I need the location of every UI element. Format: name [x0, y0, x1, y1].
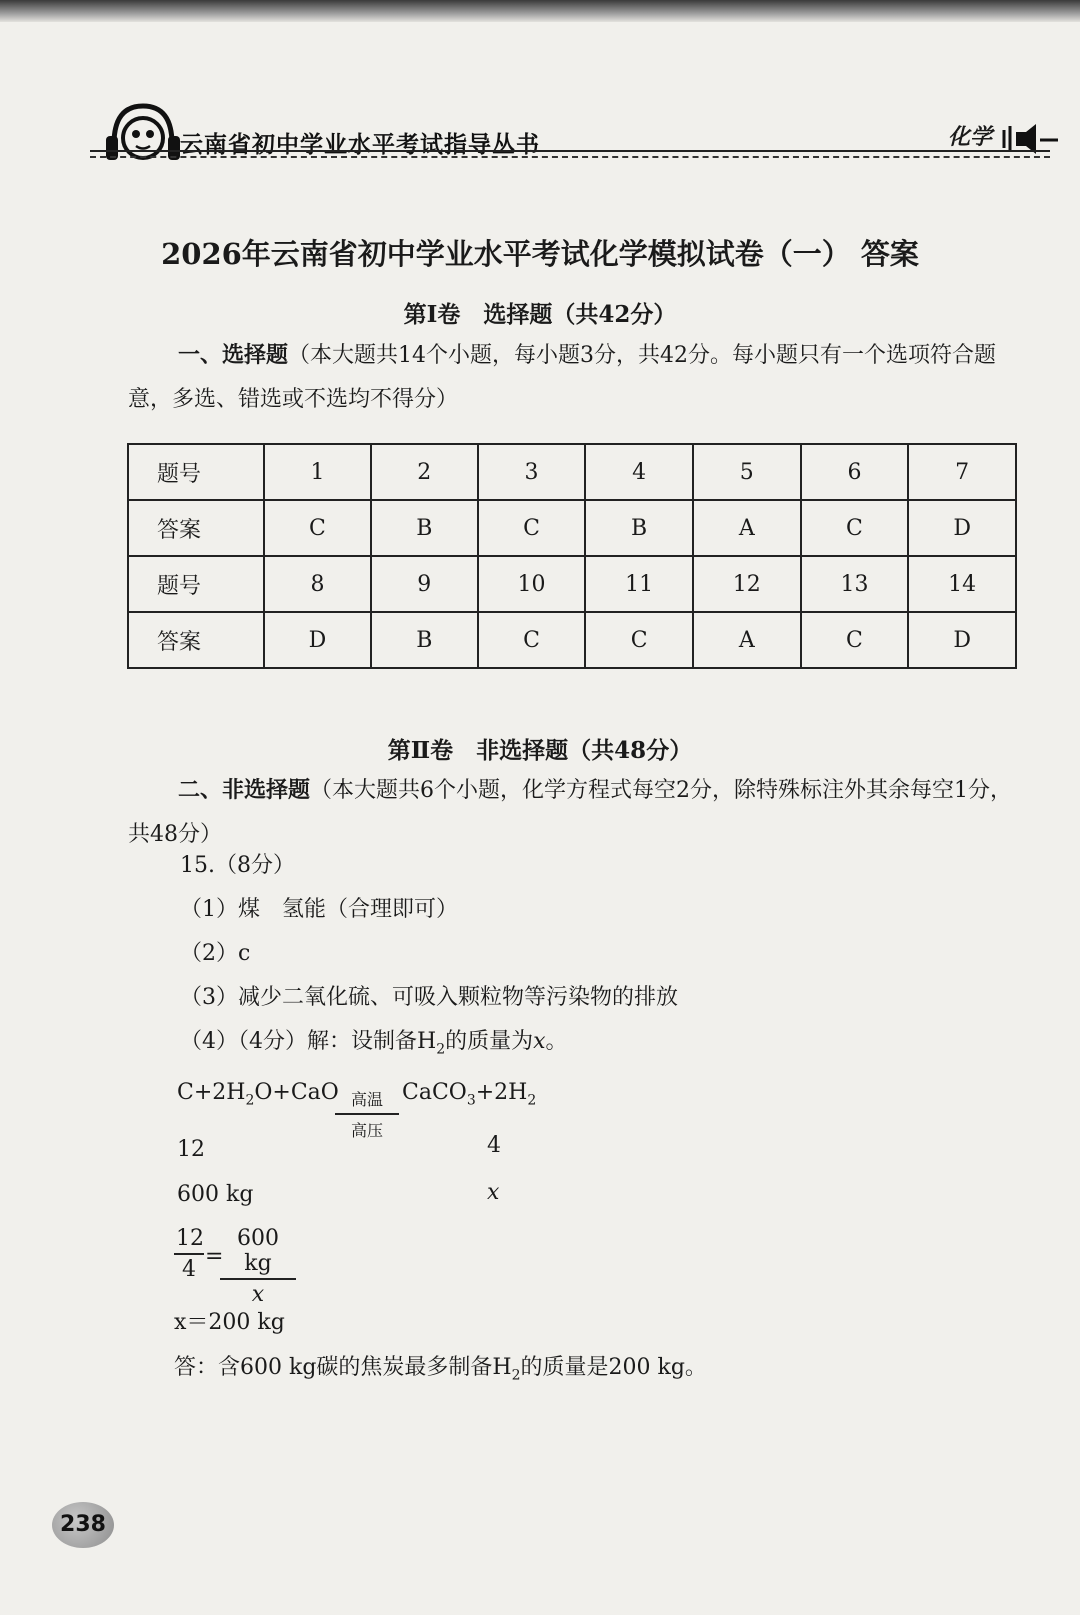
table-cell: 7 [908, 444, 1016, 500]
table-cell: C [264, 500, 371, 556]
table-cell: B [371, 500, 478, 556]
equation-left [177, 1080, 339, 1108]
part2-instructions-text: （本大题共6个小题，化学方程式每空2分，除特殊标注外其余每空1分，共48分） [128, 778, 1013, 847]
part1-title: 第Ⅰ卷 选择题（共42分） [403, 301, 677, 328]
fraction-2 [220, 1226, 296, 1307]
q15-a4-suffix: 的质量为 [445, 1029, 534, 1054]
q15-answer-2: （2）c [180, 941, 251, 966]
table-cell: 1 [264, 444, 371, 500]
table-cell: 11 [585, 556, 693, 612]
answer-table [127, 443, 1017, 669]
answer-label: 答案 [128, 612, 264, 668]
unknown-mass-h2: x [487, 1180, 500, 1205]
question-label: 题号 [128, 556, 264, 612]
q15-answer-1: （1）煤 氢能（合理即可） [180, 897, 458, 922]
table-cell: 6 [801, 444, 909, 500]
table-row [128, 500, 1016, 556]
table-row [128, 444, 1016, 500]
table-cell: 3 [478, 444, 586, 500]
header-dashed-rule [90, 156, 1050, 158]
table-cell: 12 [693, 556, 801, 612]
subscript: 2 [511, 1367, 521, 1384]
table-cell: D [908, 612, 1016, 668]
table-cell: 2 [371, 444, 478, 500]
table-cell: B [371, 612, 478, 668]
part2-instructions [128, 768, 1018, 857]
subscript: 3 [466, 1092, 476, 1109]
document-title: 2026年云南省初中学业水平考试化学模拟试卷（一） 答案 [161, 237, 919, 271]
scan-top-edge [0, 0, 1080, 22]
q15-answer-3: （3）减少二氧化硫、可吸入颗粒物等污染物的排放 [180, 985, 678, 1010]
condition-bottom: 高压 [350, 1121, 383, 1140]
series-title: 云南省初中学业水平考试指导丛书 [180, 132, 540, 158]
eq-part: +2H [475, 1080, 528, 1105]
part1-section-heading: 一、选择题 [178, 342, 289, 368]
table-cell: B [585, 500, 693, 556]
subscript: 2 [245, 1092, 255, 1109]
fraction-1 [174, 1226, 204, 1282]
part2-section-heading: 二、非选择题 [178, 777, 311, 803]
page-number: 238 [52, 1502, 114, 1548]
table-cell: C [585, 612, 693, 668]
table-cell: 13 [801, 556, 909, 612]
fraction-numerator: 600 kg [237, 1226, 279, 1276]
equals-sign: = [205, 1244, 224, 1269]
q15-a4-end: 。 [545, 1029, 568, 1054]
table-cell: A [693, 612, 801, 668]
table-cell: 8 [264, 556, 371, 612]
result-line: x＝200 kg [174, 1310, 285, 1335]
page-header [0, 90, 1080, 170]
table-cell: D [908, 500, 1016, 556]
conclusion-line [174, 1350, 707, 1383]
subscript: 2 [436, 1041, 446, 1058]
table-cell: C [801, 612, 909, 668]
table-cell: 9 [371, 556, 478, 612]
table-row [128, 556, 1016, 612]
conclusion-prefix: 答：含600 kg碳的焦炭最多制备H [174, 1355, 512, 1380]
known-mass-c: 600 kg [177, 1182, 254, 1207]
answer-label: 答案 [128, 500, 264, 556]
table-cell: D [264, 612, 371, 668]
equation-right [402, 1080, 536, 1108]
q15-answer-4 [180, 1024, 568, 1057]
table-cell: 10 [478, 556, 586, 612]
condition-top: 高温 [350, 1090, 383, 1109]
reaction-arrow-bar [335, 1113, 399, 1115]
subscript: 2 [527, 1092, 537, 1109]
table-cell: C [478, 500, 586, 556]
relative-mass-c: 12 [177, 1137, 205, 1162]
question-label: 题号 [128, 444, 264, 500]
fraction-denominator: x [251, 1282, 265, 1307]
table-cell: 14 [908, 556, 1016, 612]
table-cell: 4 [585, 444, 693, 500]
fraction-denominator: 4 [182, 1257, 196, 1282]
q15-header: 15.（8分） [180, 853, 295, 878]
table-row [128, 612, 1016, 668]
table-cell: A [693, 500, 801, 556]
eq-part: C+2H [177, 1080, 246, 1105]
q15-a4-prefix: （4）（4分）解：设制备H [180, 1029, 437, 1054]
header-rule [90, 150, 1050, 152]
eq-part: CaCO [402, 1080, 467, 1105]
fraction-numerator: 12 [176, 1226, 204, 1251]
table-cell: C [801, 500, 909, 556]
part1-instructions-text: （本大题共14个小题，每小题3分，共42分。每小题只有一个选项符合题意，多选、错选或不选均不得分） [128, 343, 997, 412]
table-cell: 5 [693, 444, 801, 500]
variable-x: x [533, 1029, 546, 1054]
part1-instructions [128, 333, 1018, 422]
speaker-icon [1000, 118, 1060, 160]
fraction-bar [174, 1253, 204, 1255]
subject-label: 化学 [948, 125, 993, 150]
eq-part: O+CaO [254, 1080, 339, 1105]
conclusion-suffix: 的质量是200 kg。 [520, 1355, 707, 1380]
part2-title: 第Ⅱ卷 非选择题（共48分） [387, 737, 693, 764]
relative-mass-h2: 4 [487, 1133, 501, 1158]
fraction-bar [220, 1278, 296, 1280]
table-cell: C [478, 612, 586, 668]
reaction-condition [335, 1087, 399, 1141]
